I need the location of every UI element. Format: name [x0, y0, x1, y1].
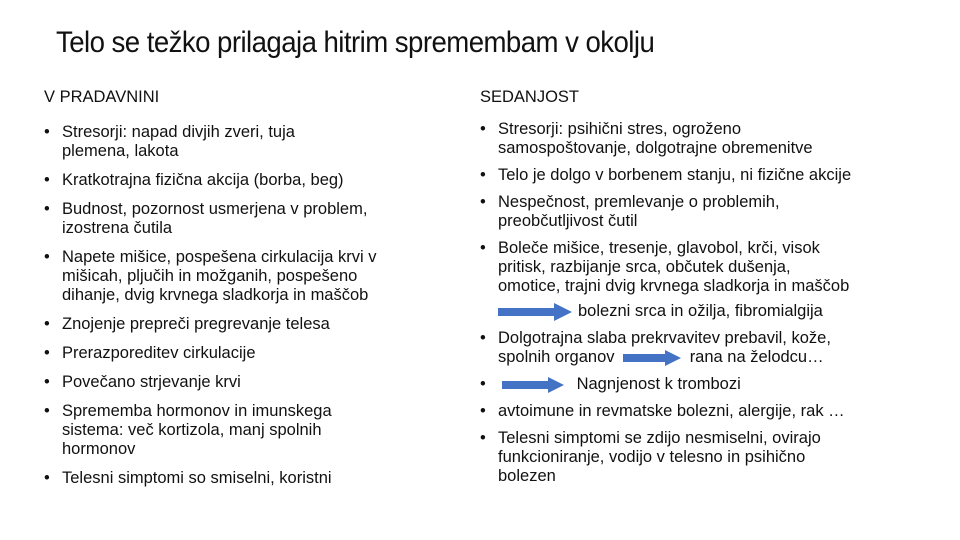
bullet-icon: • — [44, 315, 50, 333]
bullet-icon: • — [480, 402, 486, 420]
list-item: • Budnost, pozornost usmerjena v problem, izostrena čutila — [44, 200, 368, 237]
bullet-icon: • — [480, 193, 486, 211]
list-item: • Nagnjenost k trombozi — [480, 375, 741, 393]
list-item: • Napete mišice, pospešena cirkulacija krvi v mišicah, pljučih in možganih, pospešeno dihanje, dvig krvnega sladkorja in maščob — [44, 248, 377, 304]
right-list — [480, 120, 940, 486]
bullet-icon: • — [480, 375, 486, 393]
bullet-icon: • — [44, 373, 50, 391]
bullet-icon: • — [44, 123, 50, 141]
bullet-icon: • — [44, 469, 50, 487]
list-item: • Telesni simptomi se zdijo nesmiselni, ovirajo funkcioniranje, vodijo v telesno in psihično bolezen — [480, 429, 821, 485]
bullet-icon: • — [480, 429, 486, 447]
right-heading: SEDANJOST — [480, 88, 580, 106]
list-item: • Sprememba hormonov in imunskega sistema: več kortizola, manj spolnih hormonov — [44, 402, 332, 458]
bullet-icon: • — [44, 171, 50, 189]
list-item: • Boleče mišice, tresenje, glavobol, krči, visok pritisk, razbijanje srca, občutek dušenja, omotice, trajni dvig krvnega sladkorja in maščob bolezni srca in ožilja, fibromialgija — [480, 239, 850, 320]
slide-title: Telo se težko prilagaja hitrim spremembam v okolju — [56, 26, 655, 59]
list-item: • Povečano strjevanje krvi — [44, 373, 241, 391]
list-item: • Telo je dolgo v borbenem stanju, ni fizične akcije — [480, 166, 852, 184]
bullet-icon: • — [44, 402, 50, 420]
left-list — [44, 123, 454, 488]
list-item: • Dolgotrajna slaba prekrvavitev prebavil, kože, spolnih organov rana na želodcu… — [480, 329, 831, 366]
list-item: • avtoimune in revmatske bolezni, alergije, rak … — [480, 402, 845, 420]
list-item: • Nespečnost, premlevanje o problemih, preobčutljivost čutil — [480, 193, 780, 230]
right-arrow-icon — [498, 303, 572, 321]
right-column — [480, 88, 940, 494]
bullet-icon: • — [44, 248, 50, 266]
left-column — [44, 88, 454, 498]
list-item: • Znojenje prepreči pregrevanje telesa — [44, 315, 330, 333]
bullet-icon: • — [480, 239, 486, 257]
bullet-icon: • — [480, 329, 486, 347]
bullet-icon: • — [480, 166, 486, 184]
bullet-icon: • — [44, 200, 50, 218]
right-arrow-icon — [502, 377, 564, 393]
list-item: • Kratkotrajna fizična akcija (borba, beg) — [44, 171, 344, 189]
left-heading: V PRADAVNINI — [44, 88, 160, 106]
list-item: • Stresorji: napad divjih zveri, tuja plemena, lakota — [44, 123, 295, 160]
list-item: • Telesni simptomi so smiselni, koristni — [44, 469, 332, 487]
bullet-icon: • — [44, 344, 50, 362]
bullet-icon: • — [480, 120, 486, 138]
list-item: • Prerazporeditev cirkulacije — [44, 344, 256, 362]
list-item: • Stresorji: psihični stres, ogroženo samospoštovanje, dolgotrajne obremenitve — [480, 120, 813, 157]
right-arrow-icon — [623, 350, 681, 366]
